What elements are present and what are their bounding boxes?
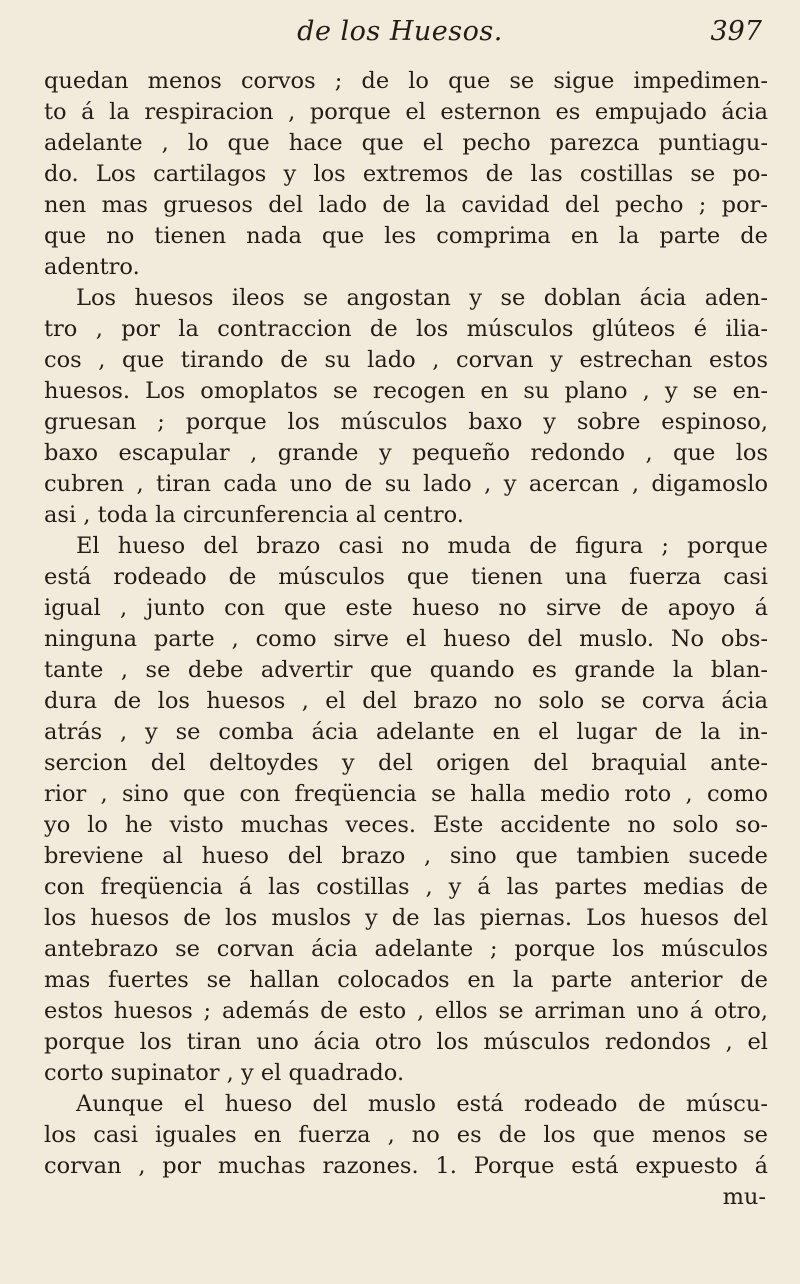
text-line: estos huesos ; además de esto , ellos se arriman uno á otro,: [44, 998, 768, 1024]
text-line: adentro.: [44, 254, 140, 280]
text-line: yo lo he visto muchas veces. Este accidente no solo so-: [44, 812, 768, 838]
text-line: porque los tiran uno ácia otro los músculos redondos , el: [44, 1029, 768, 1055]
text-line: atrás , y se comba ácia adelante en el lugar de la in-: [44, 719, 768, 745]
text-line: nen mas gruesos del lado de la cavidad del pecho ; por-: [44, 192, 768, 218]
running-head-title: de los Huesos.: [297, 16, 503, 47]
text-line: huesos. Los omoplatos se recogen en su plano , y se en-: [44, 378, 768, 404]
text-line: antebrazo se corvan ácia adelante ; porque los músculos: [44, 936, 768, 962]
text-line: con freqüencia á las costillas , y á las partes medias de: [44, 874, 768, 900]
text-line: to á la respiracion , porque el esternon es empujado ácia: [44, 99, 768, 125]
text-line: tro , por la contraccion de los músculos glúteos é ilia-: [44, 316, 768, 342]
text-line: corto supinator , y el quadrado.: [44, 1060, 405, 1086]
text-line: corvan , por muchas razones. 1. Porque está expuesto á: [44, 1153, 768, 1179]
text-line: tante , se debe advertir que quando es grande la blan-: [44, 657, 768, 683]
text-line: breviene al hueso del brazo , sino que tambien sucede: [44, 843, 768, 869]
text-line: do. Los cartilagos y los extremos de las costillas se po-: [44, 161, 768, 187]
text-line: Los huesos ileos se angostan y se doblan ácia aden-: [76, 285, 768, 311]
text-line: cos , que tirando de su lado , corvan y estrechan estos: [44, 347, 768, 373]
running-head: [0, 14, 800, 54]
text-line: los casi iguales en fuerza , no es de los que menos se: [44, 1122, 768, 1148]
text-line: gruesan ; porque los músculos baxo y sobre espinoso,: [44, 409, 768, 435]
page-number: 397: [710, 16, 762, 47]
text-line: asi , toda la circunferencia al centro.: [44, 502, 464, 528]
text-line: sercion del deltoydes y del origen del braquial ante-: [44, 750, 768, 776]
text-line: mas fuertes se hallan colocados en la parte anterior de: [44, 967, 768, 993]
text-line: ninguna parte , como sirve el hueso del muslo. No obs-: [44, 626, 768, 652]
text-line: igual , junto con que este hueso no sirve de apoyo á: [44, 595, 768, 621]
text-line: está rodeado de músculos que tienen una fuerza casi: [44, 564, 768, 590]
text-line: mu-: [722, 1184, 766, 1210]
text-line: los huesos de los muslos y de las piernas. Los huesos del: [44, 905, 768, 931]
text-line: dura de los huesos , el del brazo no solo se corva ácia: [44, 688, 768, 714]
text-line: Aunque el hueso del muslo está rodeado de múscu-: [76, 1091, 768, 1117]
text-line: que no tienen nada que les comprima en la parte de: [44, 223, 768, 249]
body-text: [44, 66, 768, 1213]
text-line: quedan menos corvos ; de lo que se sigue impedimen-: [44, 68, 768, 94]
text-line: cubren , tiran cada uno de su lado , y acercan , digamoslo: [44, 471, 768, 497]
text-line: El hueso del brazo casi no muda de figura ; porque: [76, 533, 768, 559]
text-line: baxo escapular , grande y pequeño redondo , que los: [44, 440, 768, 466]
text-line: adelante , lo que hace que el pecho parezca puntiagu-: [44, 130, 768, 156]
text-line: rior , sino que con freqüencia se halla medio roto , como: [44, 781, 768, 807]
